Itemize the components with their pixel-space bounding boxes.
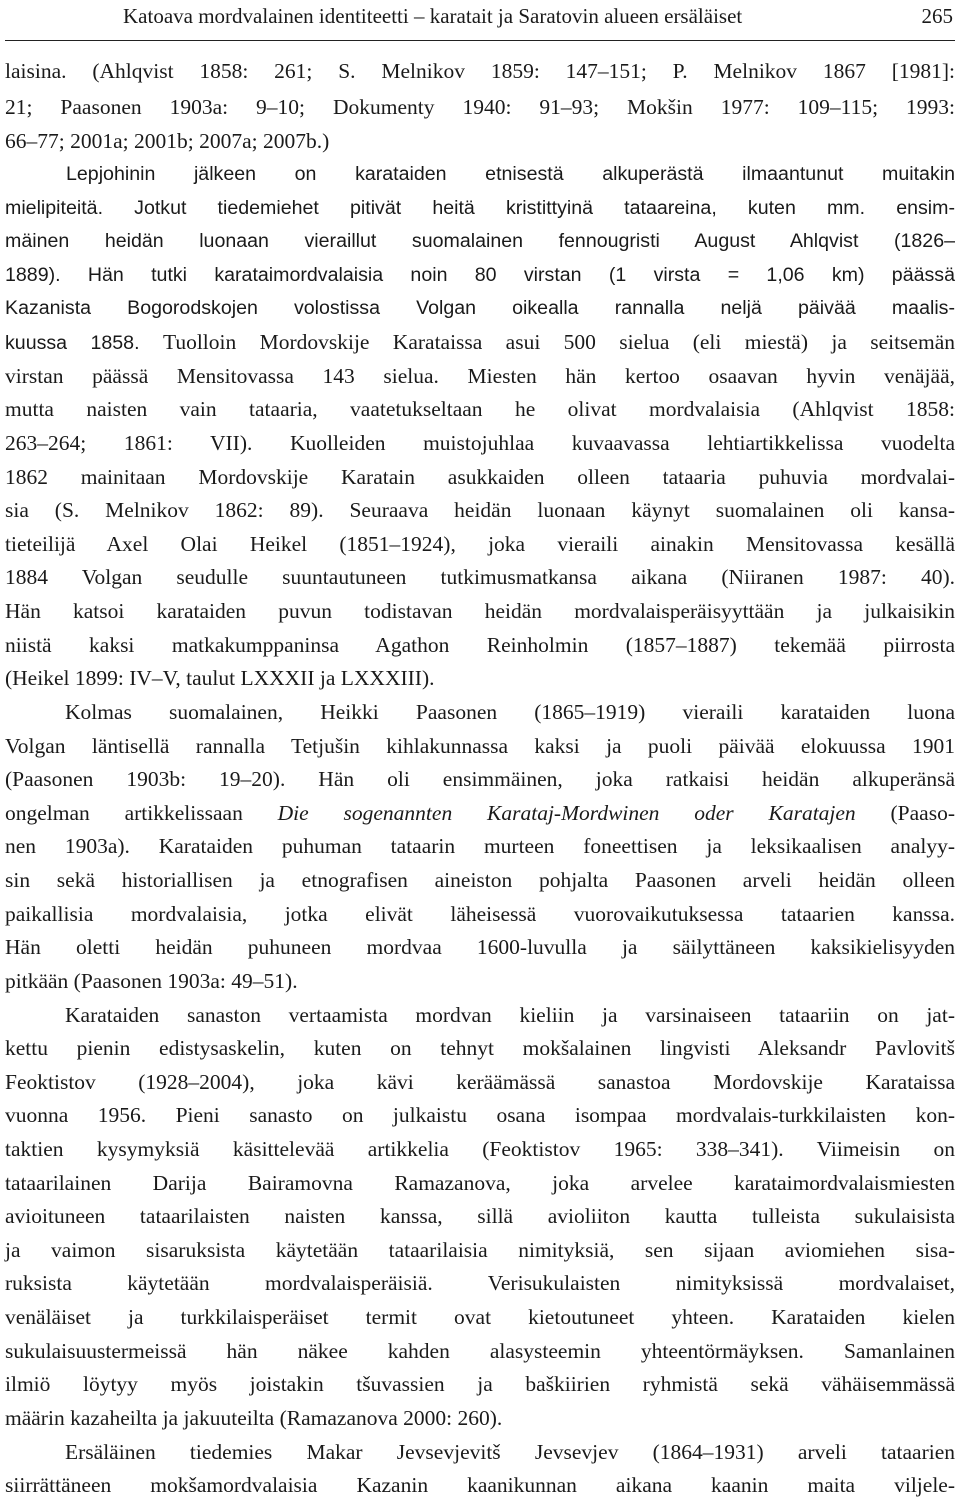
document-page bbox=[5, 0, 955, 1497]
text-segment: ruksista käytetään mordvalaisperäisiä. Verisukulaisten nimityksissä mordvalaiset, bbox=[5, 1271, 955, 1295]
text-segment: tieteilijä Axel Olai Heikel (1851–1924), joka vieraili ainakin Mensitovassa kesällä bbox=[5, 532, 955, 556]
text-segment: nen 1903a). Karataiden puhuman tataarin murteen foneettisen ja leksikaalisen analyy- bbox=[5, 834, 955, 858]
text-segment: 1884 Volgan seudulle suuntautuneen tutkimusmatkansa aikana (Niiranen 1987: 40). bbox=[5, 565, 955, 589]
text-segment: 1889). Hän tutki karataimordvalaisia noin 80 virstan (1 virsta = 1,06 km) päässä bbox=[5, 264, 955, 286]
text-segment: Tuolloin Mordovskije Karataissa asui 500 sielua (eli miestä) ja seitsemän bbox=[162, 330, 955, 354]
text-segment: kuussa 1858. bbox=[5, 332, 163, 354]
text-segment: 21; Paasonen 1903a: 9–10; Dokumenty 1940: 91–93; Mokšin 1977: 109–115; 1993: bbox=[5, 95, 955, 119]
text-segment: 263–264; 1861: VII). Kuolleiden muistojuhlaa kuvaavassa lehtiartikkelissa vuodelta bbox=[5, 431, 955, 455]
text-line bbox=[5, 493, 955, 527]
text-line bbox=[5, 460, 955, 494]
text-segment: laisina. (Ahlqvist 1858: 261; S. Melnikov 1859: 147–151; P. Melnikov 1867 [1981]: bbox=[5, 59, 955, 83]
text-segment: avioituneen tataarilaisten naisten kanssa, sillä avioliiton kautta tulleista sukulaisista bbox=[5, 1204, 955, 1228]
text-line bbox=[5, 863, 955, 897]
text-line bbox=[5, 124, 955, 158]
text-line bbox=[5, 897, 955, 931]
text-segment: (Heikel 1899: IV–V, taulut LXXXII ja LXXXIII). bbox=[5, 666, 435, 690]
text-line bbox=[5, 560, 955, 594]
text-line bbox=[5, 191, 955, 225]
italic-title: Die sogenannten Karataj-Mordwinen oder Karatajen bbox=[277, 801, 856, 825]
text-line bbox=[5, 1132, 955, 1166]
text-segment: Hän katsoi karataiden puvun todistavan heidän mordvalaisperäisyyttään ja julkaisikin bbox=[5, 599, 955, 623]
text-line bbox=[5, 527, 955, 561]
text-segment: virstan päässä Mensitovassa 143 sielua. Miesten hän kertoo osaavan hyvin venäjää, bbox=[5, 364, 955, 388]
text-line bbox=[5, 291, 955, 325]
text-segment: (Paasonen 1903b: 19–20). Hän oli ensimmäinen, joka ratkaisi heidän alkuperänsä bbox=[5, 767, 955, 791]
text-segment: Ersäläinen tiedemies Makar Jevsevjevitš Jevsevjev (1864–1931) arveli tataarien bbox=[65, 1440, 955, 1464]
text-segment: 66–77; 2001a; 2001b; 2007a; 2007b.) bbox=[5, 129, 330, 153]
running-header bbox=[5, 0, 955, 41]
text-line bbox=[5, 594, 955, 628]
text-line bbox=[5, 1300, 955, 1334]
text-segment: (Paaso- bbox=[855, 801, 955, 825]
text-segment: Feoktistov (1928–2004), joka kävi keräämässä sanastoa Mordovskije Karataissa bbox=[5, 1070, 955, 1094]
text-segment: Kazanista Bogorodskojen volostissa Volgan oikealla rannalla neljä päivää maalis- bbox=[5, 297, 955, 319]
running-title: Katoava mordvalainen identiteetti – karatait ja Saratovin alueen ersäläiset bbox=[123, 4, 743, 28]
text-line bbox=[5, 964, 955, 998]
text-segment: vuonna 1956. Pieni sanasto on julkaistu osana isompaa mordvalais-turkkilaisten kon- bbox=[5, 1103, 955, 1127]
text-line bbox=[5, 695, 955, 729]
text-segment: 1862 mainitaan Mordovskije Karatain asukkaiden olleen tataaria puhuvia mordvalai- bbox=[5, 465, 955, 489]
text-line bbox=[5, 90, 955, 124]
text-segment: Kolmas suomalainen, Heikki Paasonen (1865–1919) vieraili karataiden luona bbox=[65, 700, 955, 724]
text-segment: tataarilainen Darija Bairamovna Ramazanova, joka arvelee karataimordvalaismiesten bbox=[5, 1171, 955, 1195]
text-line bbox=[5, 762, 955, 796]
text-segment: paikallisia mordvalaisia, jotka elivät läheisessä vuorovaikutuksessa tataarien kanssa. bbox=[5, 902, 955, 926]
text-line bbox=[5, 1065, 955, 1099]
text-line bbox=[5, 1031, 955, 1065]
text-line bbox=[5, 1266, 955, 1300]
text-line bbox=[5, 1468, 955, 1502]
text-segment: ilmiö löytyy myös joistakin tšuvassien ja baškiirien ryhmistä sekä vähäisemmässä bbox=[5, 1372, 955, 1396]
text-line bbox=[5, 930, 955, 964]
text-segment: ja vaimon sisaruksista käytetään tataarilaisia nimityksiä, sen sijaan aviomiehen sisa- bbox=[5, 1238, 955, 1262]
text-segment: mäinen heidän luonaan vieraillut suomalainen fennougristi August Ahlqvist (1826– bbox=[5, 230, 955, 252]
text-segment: niistä kaksi matkakumppaninsa Agathon Reinholmin (1857–1887) tekemää piirrosta bbox=[5, 633, 955, 657]
text-segment: sukulaisuustermeissä hän näkee kahden alasysteemin yhteentörmäyksen. Samanlainen bbox=[5, 1339, 955, 1363]
text-segment: Hän oletti heidän puhuneen mordvaa 1600-luvulla ja säilyttäneen kaksikielisyyden bbox=[5, 935, 955, 959]
text-segment: taktien kysymyksiä käsittelevää artikkelia (Feoktistov 1965: 338–341). Viimeisin on bbox=[5, 1137, 955, 1161]
text-segment: mielipiteitä. Jotkut tiedemiehet pitivät heitä kristittyinä tataareina, kuten mm. ensim- bbox=[5, 197, 955, 219]
text-line bbox=[5, 1401, 955, 1435]
text-line bbox=[5, 224, 955, 258]
text-line bbox=[5, 325, 955, 359]
page-number: 265 bbox=[921, 4, 953, 28]
text-line bbox=[5, 1367, 955, 1401]
text-segment: siirrättäneen mokšamordvalaisia Kazanin kaanikunnan aikana kaanin maita viljele- bbox=[5, 1473, 955, 1497]
text-line bbox=[5, 1233, 955, 1267]
text-line bbox=[5, 1098, 955, 1132]
text-line bbox=[5, 729, 955, 763]
text-segment: pitkään (Paasonen 1903a: 49–51). bbox=[5, 969, 298, 993]
text-segment: venäläiset ja turkkilaisperäiset termit ovat kietoutuneet yhteen. Karataiden kielen bbox=[5, 1305, 955, 1329]
text-line bbox=[5, 426, 955, 460]
text-line bbox=[5, 1199, 955, 1233]
text-line bbox=[5, 1166, 955, 1200]
text-segment: kettu pienin edistysaskelin, kuten on tehnyt mokšalainen lingvisti Aleksandr Pavlovitš bbox=[5, 1036, 955, 1060]
text-line bbox=[5, 258, 955, 292]
text-segment: sia (S. Melnikov 1862: 89). Seuraava heidän luonaan käynyt suomalainen oli kansa- bbox=[5, 498, 955, 522]
text-line bbox=[5, 1435, 955, 1469]
text-line bbox=[5, 359, 955, 393]
text-line bbox=[5, 829, 955, 863]
text-segment: ongelman artikkelissaan bbox=[5, 801, 278, 825]
text-line bbox=[5, 157, 955, 191]
text-segment: Volgan läntisellä rannalla Tetjušin kihlakunnassa kaksi ja puoli päivää elokuussa 1901 bbox=[5, 734, 955, 758]
text-segment: määrin kazaheilta ja jakuuteilta (Ramazanova 2000: 260). bbox=[5, 1406, 503, 1430]
text-line bbox=[5, 796, 955, 830]
text-line bbox=[5, 1334, 955, 1368]
text-line bbox=[5, 628, 955, 662]
text-line bbox=[5, 54, 955, 88]
text-line bbox=[5, 392, 955, 426]
text-line bbox=[5, 661, 955, 695]
text-segment: Lepjohinin jälkeen on karataiden etnisestä alkuperästä ilmaantunut muitakin bbox=[66, 163, 955, 185]
text-segment: sin sekä historiallisen ja etnografisen aineiston pohjalta Paasonen arveli heidän olleen bbox=[5, 868, 955, 892]
text-line bbox=[5, 998, 955, 1032]
text-segment: Karataiden sanaston vertaamista mordvan kieliin ja varsinaiseen tataariin on jat- bbox=[65, 1003, 955, 1027]
text-segment: mutta naisten vain tataaria, vaatetukseltaan he olivat mordvalaisia (Ahlqvist 1858: bbox=[5, 397, 955, 421]
